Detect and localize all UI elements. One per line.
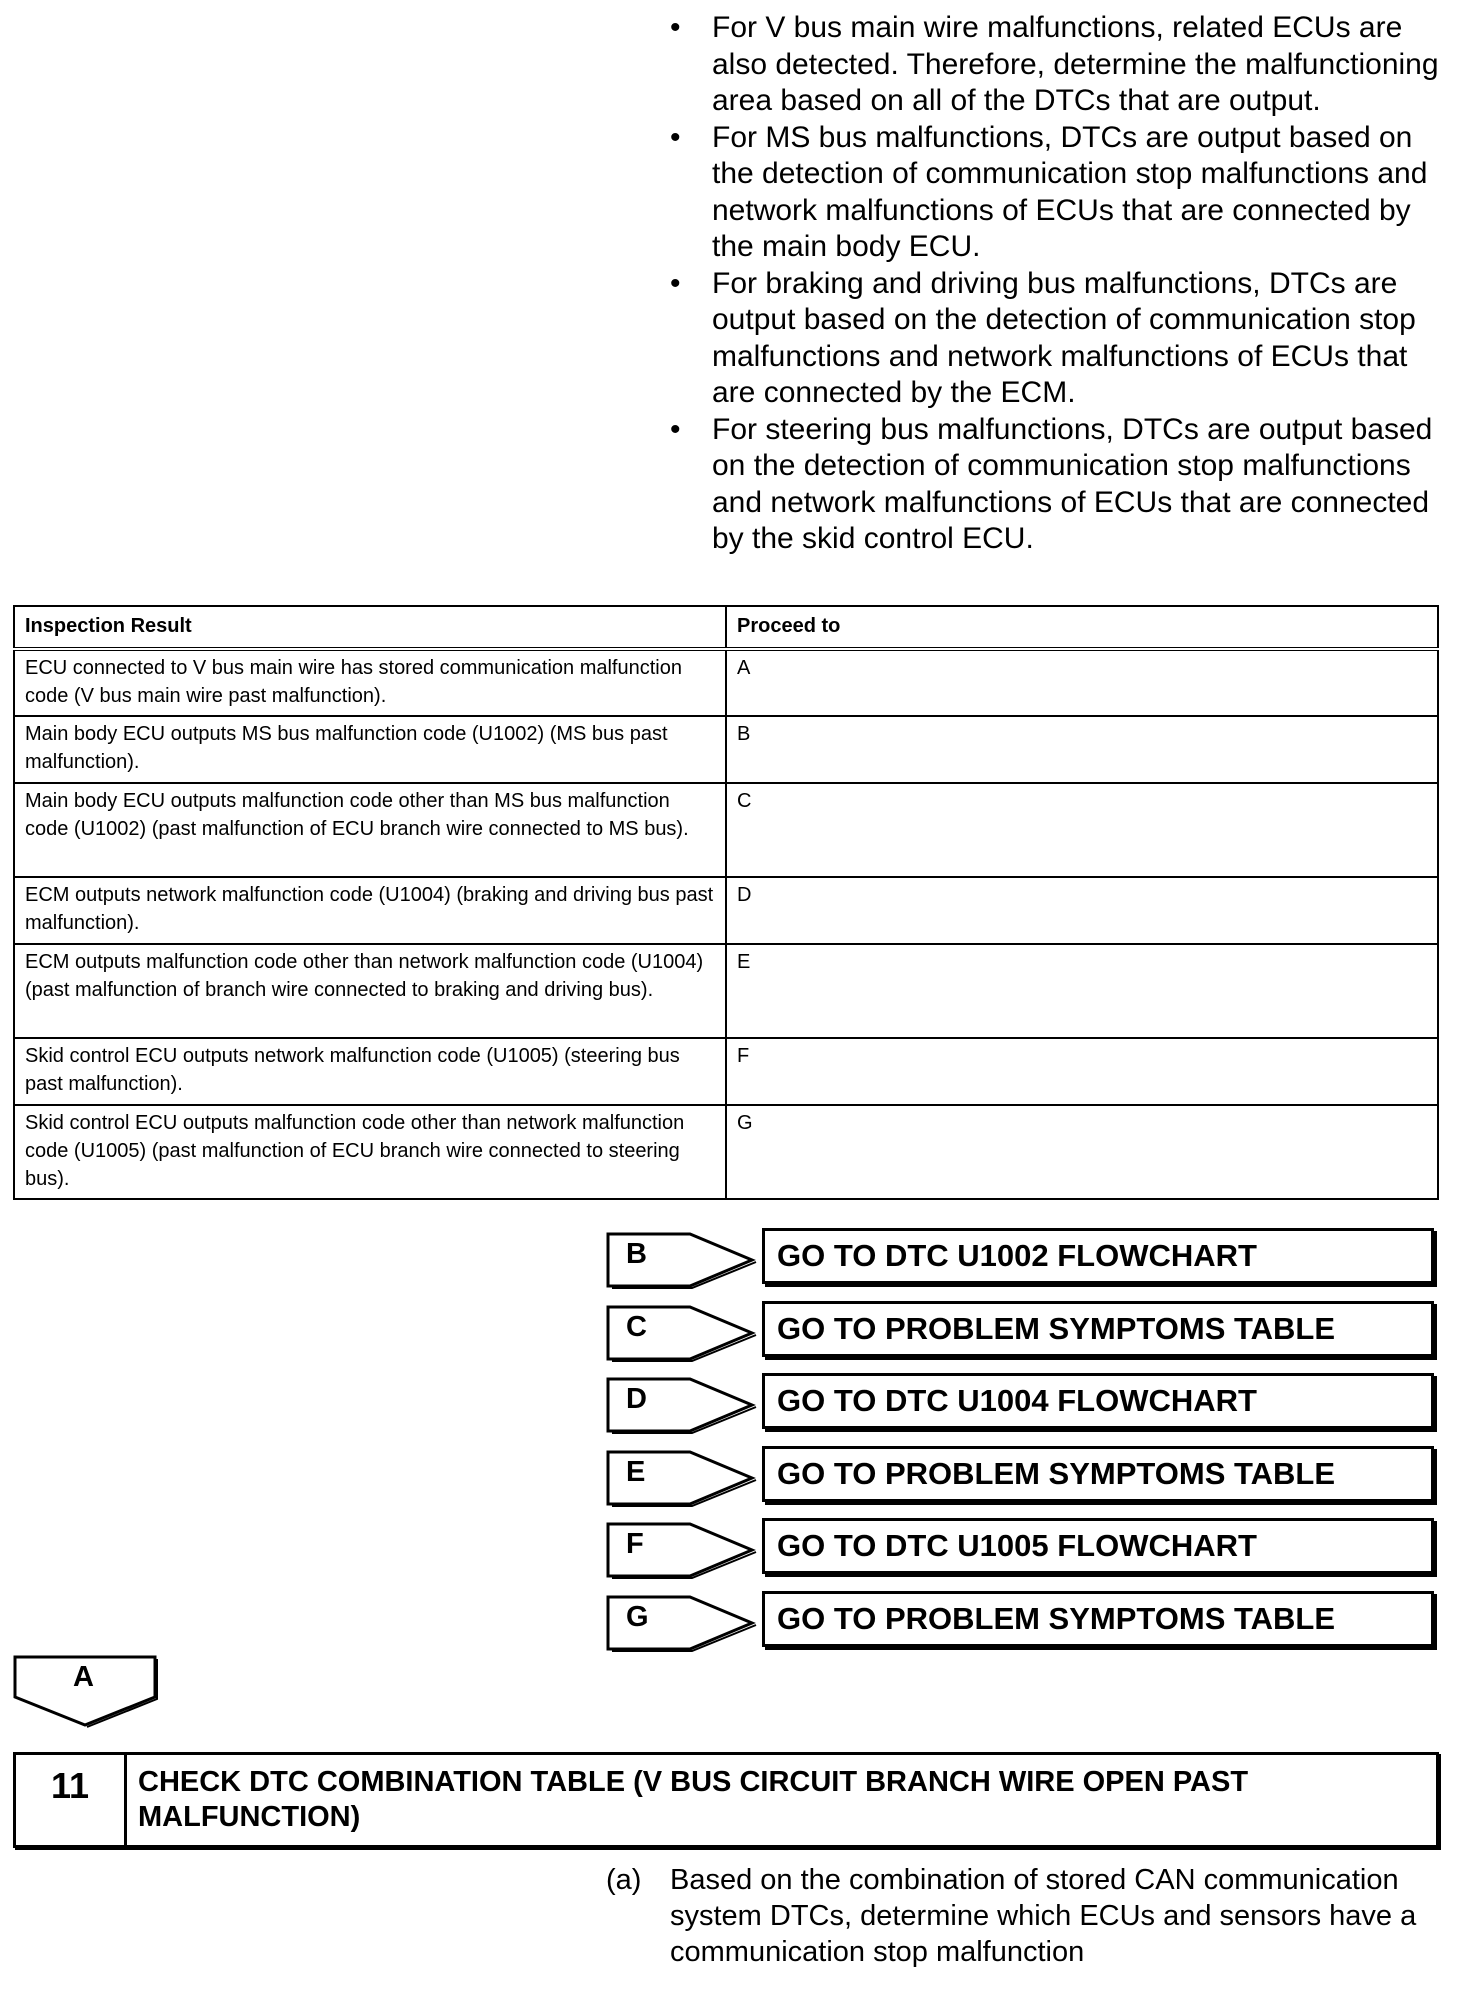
goto-problem-symptoms-table-link[interactable]: GO TO PROBLEM SYMPTOMS TABLE xyxy=(762,1591,1434,1647)
result-row-e xyxy=(606,1446,1440,1508)
cell-proceed: D xyxy=(726,877,1438,944)
goto-problem-symptoms-table-link[interactable]: GO TO PROBLEM SYMPTOMS TABLE xyxy=(762,1446,1434,1502)
header-inspection-result: Inspection Result xyxy=(14,606,726,649)
result-a-marker xyxy=(13,1655,159,1729)
result-code: D xyxy=(626,1383,647,1415)
cell-proceed: A xyxy=(726,649,1438,716)
result-row-b xyxy=(606,1228,1440,1290)
cell-result: Main body ECU outputs MS bus malfunction code (U1002) (MS bus past malfunction). xyxy=(14,716,726,783)
note-text: For steering bus malfunctions, DTCs are output based on the detection of communication stop malfunctions and network malfunctions of ECUs that are connected by the skid control ECU. xyxy=(712,412,1433,555)
cell-result: ECM outputs network malfunction code (U1004) (braking and driving bus past malfunction). xyxy=(14,877,726,944)
goto-u1002-flowchart-link[interactable]: GO TO DTC U1002 FLOWCHART xyxy=(762,1228,1434,1284)
header-proceed-to: Proceed to xyxy=(726,606,1438,649)
note-item xyxy=(660,412,1450,558)
cell-result: Main body ECU outputs malfunction code other than MS bus malfunction code (U1002) (past malfunction of ECU branch wire connected to MS bus). xyxy=(14,783,726,877)
cell-proceed: G xyxy=(726,1105,1438,1199)
cell-proceed: B xyxy=(726,716,1438,783)
cell-result: ECM outputs malfunction code other than network malfunction code (U1004) (past malfunction of branch wire connected to braking and driving bus). xyxy=(14,944,726,1038)
step-number: 11 xyxy=(16,1755,127,1845)
instruction-text: Based on the combination of stored CAN communication system DTCs, determine which ECUs and sensors have a communication stop malfunction xyxy=(670,1864,1417,1968)
note-item xyxy=(660,10,1450,120)
result-row-f xyxy=(606,1518,1440,1580)
step-header xyxy=(13,1752,1439,1848)
table-header-row xyxy=(14,606,1438,649)
instruction-label: (a) xyxy=(606,1864,642,1896)
table-row xyxy=(14,716,1438,783)
result-code: C xyxy=(626,1311,647,1343)
result-code: E xyxy=(626,1456,646,1488)
table-row xyxy=(14,877,1438,944)
bullet: • xyxy=(670,412,681,446)
bullet: • xyxy=(670,11,681,44)
result-code: F xyxy=(626,1528,644,1560)
cell-result: ECU connected to V bus main wire has stored communication malfunction code (V bus main wire past malfunction). xyxy=(14,649,726,716)
inspection-table xyxy=(13,605,1439,1200)
table-row xyxy=(14,1105,1438,1199)
note-text: For braking and driving bus malfunctions, DTCs are output based on the detection of communication stop malfunctions and network malfunctions of ECUs that are connected by the ECM. xyxy=(712,266,1416,409)
result-row-d xyxy=(606,1373,1440,1435)
note-item xyxy=(660,266,1450,412)
step-title: CHECK DTC COMBINATION TABLE (V BUS CIRCUIT BRANCH WIRE OPEN PAST MALFUNCTION) xyxy=(138,1766,1249,1833)
goto-u1004-flowchart-link[interactable]: GO TO DTC U1004 FLOWCHART xyxy=(762,1373,1434,1429)
note-text: For V bus main wire malfunctions, related ECUs are also detected. Therefore, determine the malfunctioning area based on all of the DTCs that are output. xyxy=(712,11,1439,117)
table-row xyxy=(14,649,1438,716)
result-code: B xyxy=(626,1238,647,1270)
result-code: G xyxy=(626,1601,649,1633)
bullet: • xyxy=(670,266,681,300)
result-row-g xyxy=(606,1591,1440,1653)
note-item xyxy=(660,120,1450,266)
note-text: For MS bus malfunctions, DTCs are output based on the detection of communication stop malfunctions and network malfunctions of ECUs that are connected by the main body ECU. xyxy=(712,120,1428,263)
cell-result: Skid control ECU outputs malfunction code other than network malfunction code (U1005) (past malfunction of ECU branch wire connected to steering bus). xyxy=(14,1105,726,1199)
result-code: A xyxy=(73,1661,94,1693)
goto-u1005-flowchart-link[interactable]: GO TO DTC U1005 FLOWCHART xyxy=(762,1518,1434,1574)
goto-problem-symptoms-table-link[interactable]: GO TO PROBLEM SYMPTOMS TABLE xyxy=(762,1301,1434,1357)
cell-proceed: F xyxy=(726,1038,1438,1105)
notes-list xyxy=(660,10,1450,558)
result-row-c xyxy=(606,1301,1440,1363)
table-row xyxy=(14,944,1438,1038)
table-row xyxy=(14,783,1438,877)
table-row xyxy=(14,1038,1438,1105)
bullet: • xyxy=(670,120,681,154)
cell-proceed: E xyxy=(726,944,1438,1038)
cell-proceed: C xyxy=(726,783,1438,877)
cell-result: Skid control ECU outputs network malfunction code (U1005) (steering bus past malfunction). xyxy=(14,1038,726,1105)
